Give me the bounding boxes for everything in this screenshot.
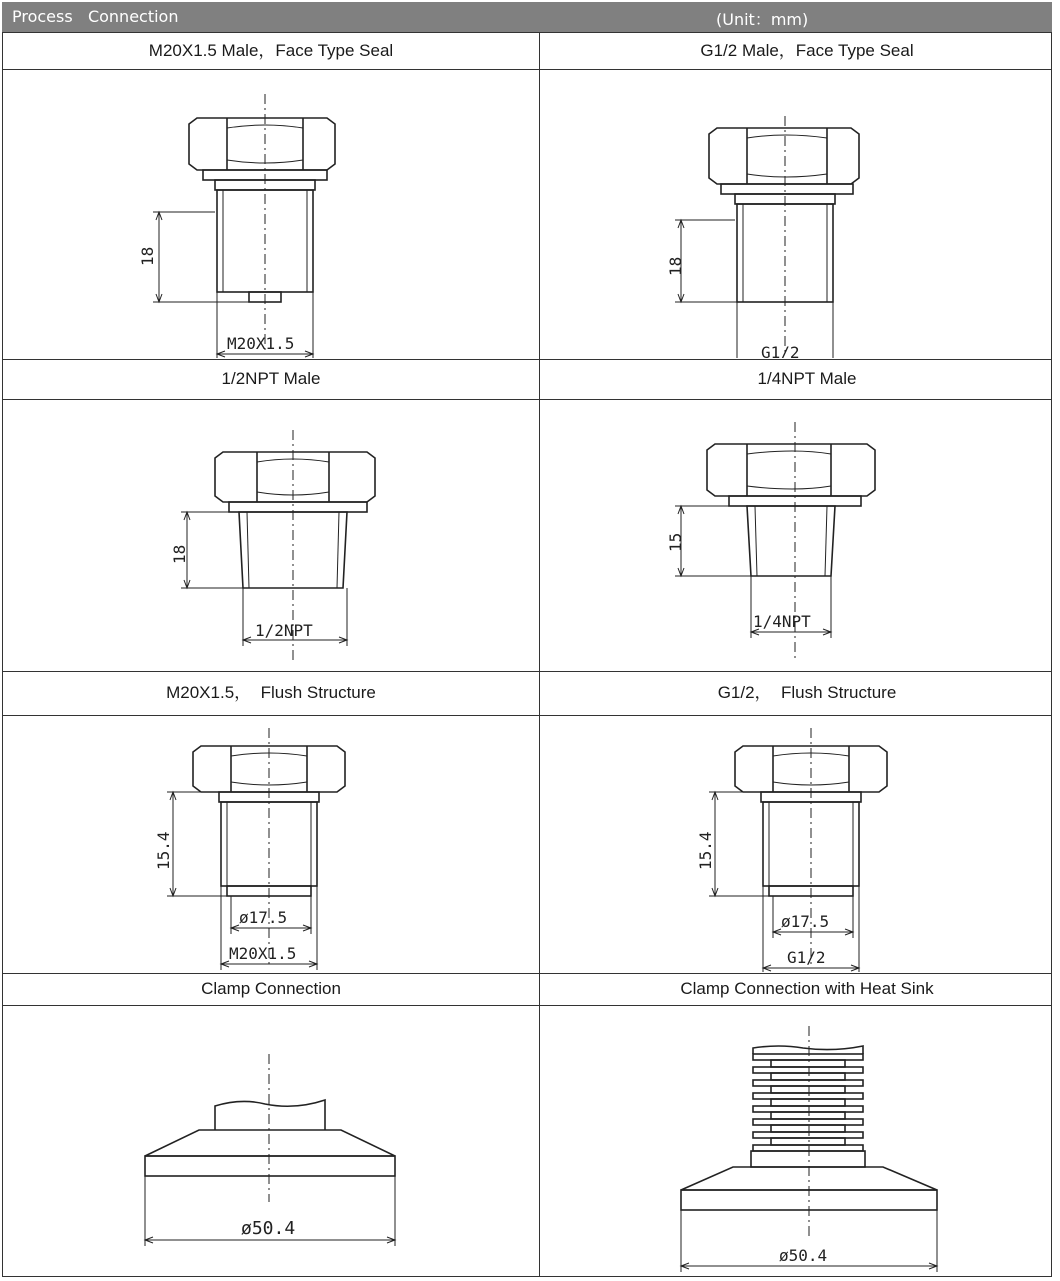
- drawing-m20-flush: [3, 716, 538, 972]
- dim-thread: G1/2: [761, 343, 800, 358]
- cell-label-m20-face-seal: M20X1.5 Male，Face Type Seal: [148, 41, 394, 60]
- dim-height: 18: [138, 246, 157, 266]
- dim-face-dia: ø17.5: [781, 912, 830, 931]
- dim-thread: 1/2NPT: [255, 621, 313, 640]
- cell-label-clamp-heat-sink: Clamp Connection with Heat Sink: [680, 979, 934, 998]
- dim-thread: 1/4NPT: [753, 612, 811, 631]
- table-header: [2, 2, 1052, 32]
- cell-label-clamp: Clamp Connection: [201, 979, 341, 998]
- cell-label-half-npt: 1/2NPT Male: [221, 369, 321, 388]
- dim-height: 15.4: [154, 831, 173, 870]
- header-title: Process Connection: [12, 7, 179, 26]
- dim-thread: M20X1.5: [229, 944, 297, 963]
- drawing-quarter-npt: [539, 400, 1053, 670]
- drawing-g12-face-seal: [539, 70, 1053, 358]
- row-divider: [3, 671, 1051, 672]
- dim-face-dia: ø17.5: [239, 908, 288, 927]
- drawing-clamp-heat-sink: [539, 1006, 1053, 1276]
- drawing-half-npt: [3, 400, 538, 670]
- dim-height: 18: [170, 544, 189, 564]
- header-unit: (Unit：mm): [716, 10, 809, 29]
- dim-thread: G1/2: [787, 948, 826, 967]
- dim-height: 15: [666, 532, 685, 552]
- dim-clamp-dia: ø50.4: [779, 1246, 828, 1265]
- cell-label-quarter-npt: 1/4NPT Male: [757, 369, 857, 388]
- drawing-m20-face-seal: [3, 70, 538, 358]
- cell-label-g12-face-seal: G1/2 Male，Face Type Seal: [700, 41, 914, 60]
- dim-thread: M20X1.5: [227, 334, 295, 353]
- cell-label-g12-flush: G1/2， Flush Structure: [717, 683, 897, 702]
- drawing-clamp: [3, 1006, 538, 1276]
- drawing-g12-flush: [539, 716, 1053, 972]
- row-divider: [3, 359, 1051, 360]
- dim-height: 18: [666, 256, 685, 276]
- connection-table: [2, 32, 1052, 1277]
- row-divider: [3, 973, 1051, 974]
- dim-height: 15.4: [696, 831, 715, 870]
- cell-label-m20-flush: M20X1.5， Flush Structure: [166, 683, 376, 702]
- dim-clamp-dia: ø50.4: [241, 1218, 296, 1239]
